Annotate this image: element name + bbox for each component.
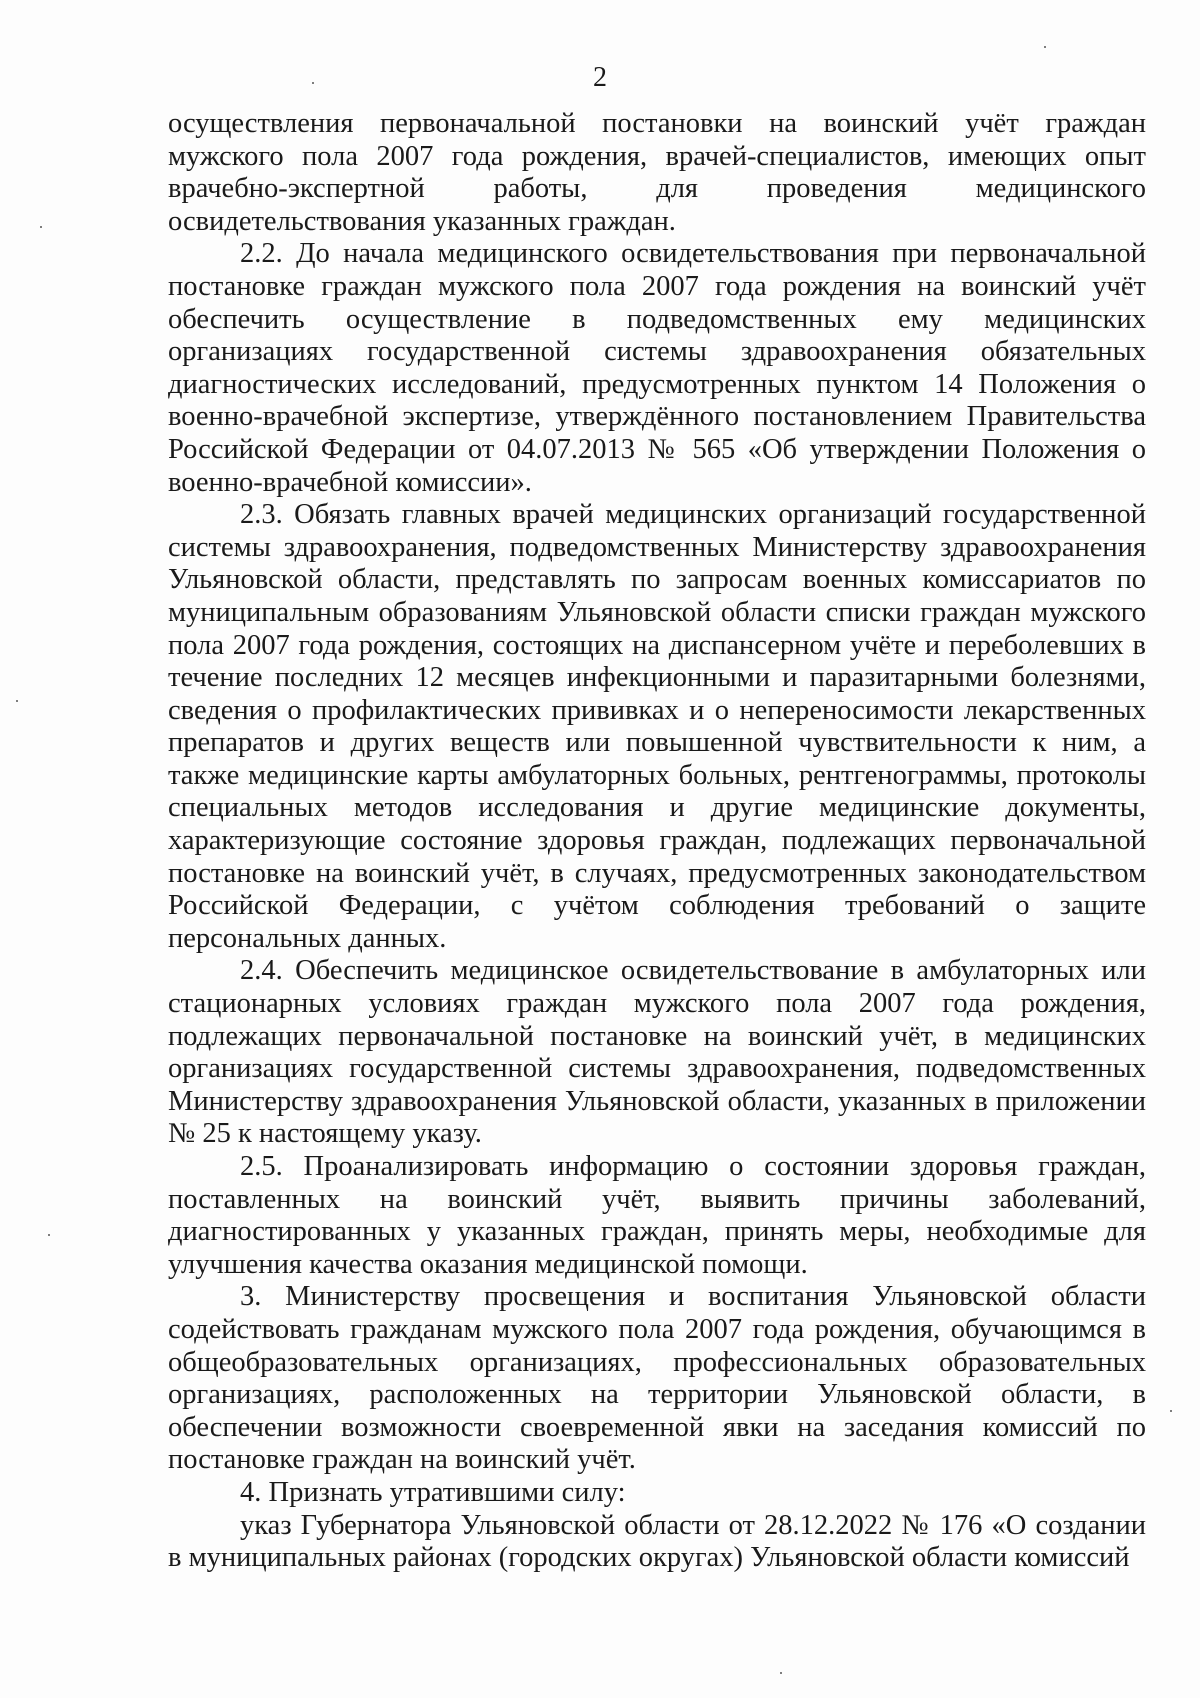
scan-speck: [780, 1672, 782, 1674]
document-body: [168, 108, 1146, 1575]
scan-speck: [1044, 46, 1046, 48]
paragraph-2-4: 2.4. Обеспечить медицинское освидетельствование в амбулаторных или стационарных условиях граждан мужского пола 2007 года рождения, подлежащих первоначальной постановке на воинский учёт, в медицинских организациях государственной системы здравоохранения, подведомственных Министерству здравоохранения Ульяновской области, указанных в приложении № 25 к настоящему указу.: [168, 955, 1146, 1150]
page-number: 2: [593, 62, 607, 93]
scan-speck: [16, 700, 18, 702]
paragraph-2-5: 2.5. Проанализировать информацию о состоянии здоровья граждан, поставленных на воинский учёт, выявить причины заболеваний, диагностированных у указанных граждан, принять меры, необходимые для улучшения качества оказания медицинской помощи.: [168, 1151, 1146, 1280]
paragraph-continuation: осуществления первоначальной постановки на воинский учёт граждан мужского пола 2007 года рождения, врачей-специалистов, имеющих опыт врачебно-экспертной работы, для проведения медицинского освидетельствования указанных граждан.: [168, 108, 1146, 237]
scan-speck: [48, 1234, 50, 1236]
paragraph-4-item: указ Губернатора Ульяновской области от 28.12.2022 № 176 «О создании в муниципальных районах (городских округах) Ульяновской области комиссий: [168, 1509, 1146, 1574]
paragraph-2-2: 2.2. До начала медицинского освидетельствования при первоначальной постановке граждан мужского пола 2007 года рождения на воинский учёт обеспечить осуществление в подведомственных ему медицинских организациях государственной системы здравоохранения обязательных диагностических исследований, предусмотренных пунктом 14 Положения о военно-врачебной экспертизе, утверждённого постановлением Правительства Российской Федерации от 04.07.2013 № 565 «Об утверждении Положения о военно-врачебной комиссии».: [168, 238, 1146, 498]
scan-speck: [312, 82, 314, 84]
scan-speck: [1170, 1410, 1172, 1412]
paragraph-3: 3. Министерству просвещения и воспитания Ульяновской области содействовать гражданам мужского пола 2007 года рождения, обучающимся в общеобразовательных организациях, профессиональных образовательных организациях, расположенных на территории Ульяновской области, в обеспечении возможности своевременной явки на заседания комиссий по постановке граждан на воинский учёт.: [168, 1281, 1146, 1476]
paragraph-2-3: 2.3. Обязать главных врачей медицинских организаций государственной системы здравоохранения, подведомственных Министерству здравоохранения Ульяновской области, представлять по запросам военных комиссариатов по муниципальным образованиям Ульяновской области списки граждан мужского пола 2007 года рождения, состоящих на диспансерном учёте и переболевших в течение последних 12 месяцев инфекционными и паразитарными болезнями, сведения о профилактических прививках и о непереносимости лекарственных препаратов и других веществ или повышенной чувствительности к ним, а также медицинские карты амбулаторных больных, рентгенограммы, протоколы специальных методов исследования и другие медицинские документы, характеризующие состояние здоровья граждан, подлежащих первоначальной постановке на воинский учёт, в случаях, предусмотренных законодательством Российской Федерации, с учётом соблюдения требований о защите персональных данных.: [168, 499, 1146, 954]
scan-speck: [40, 226, 42, 228]
paragraph-4: 4. Признать утратившими силу:: [240, 1476, 626, 1508]
